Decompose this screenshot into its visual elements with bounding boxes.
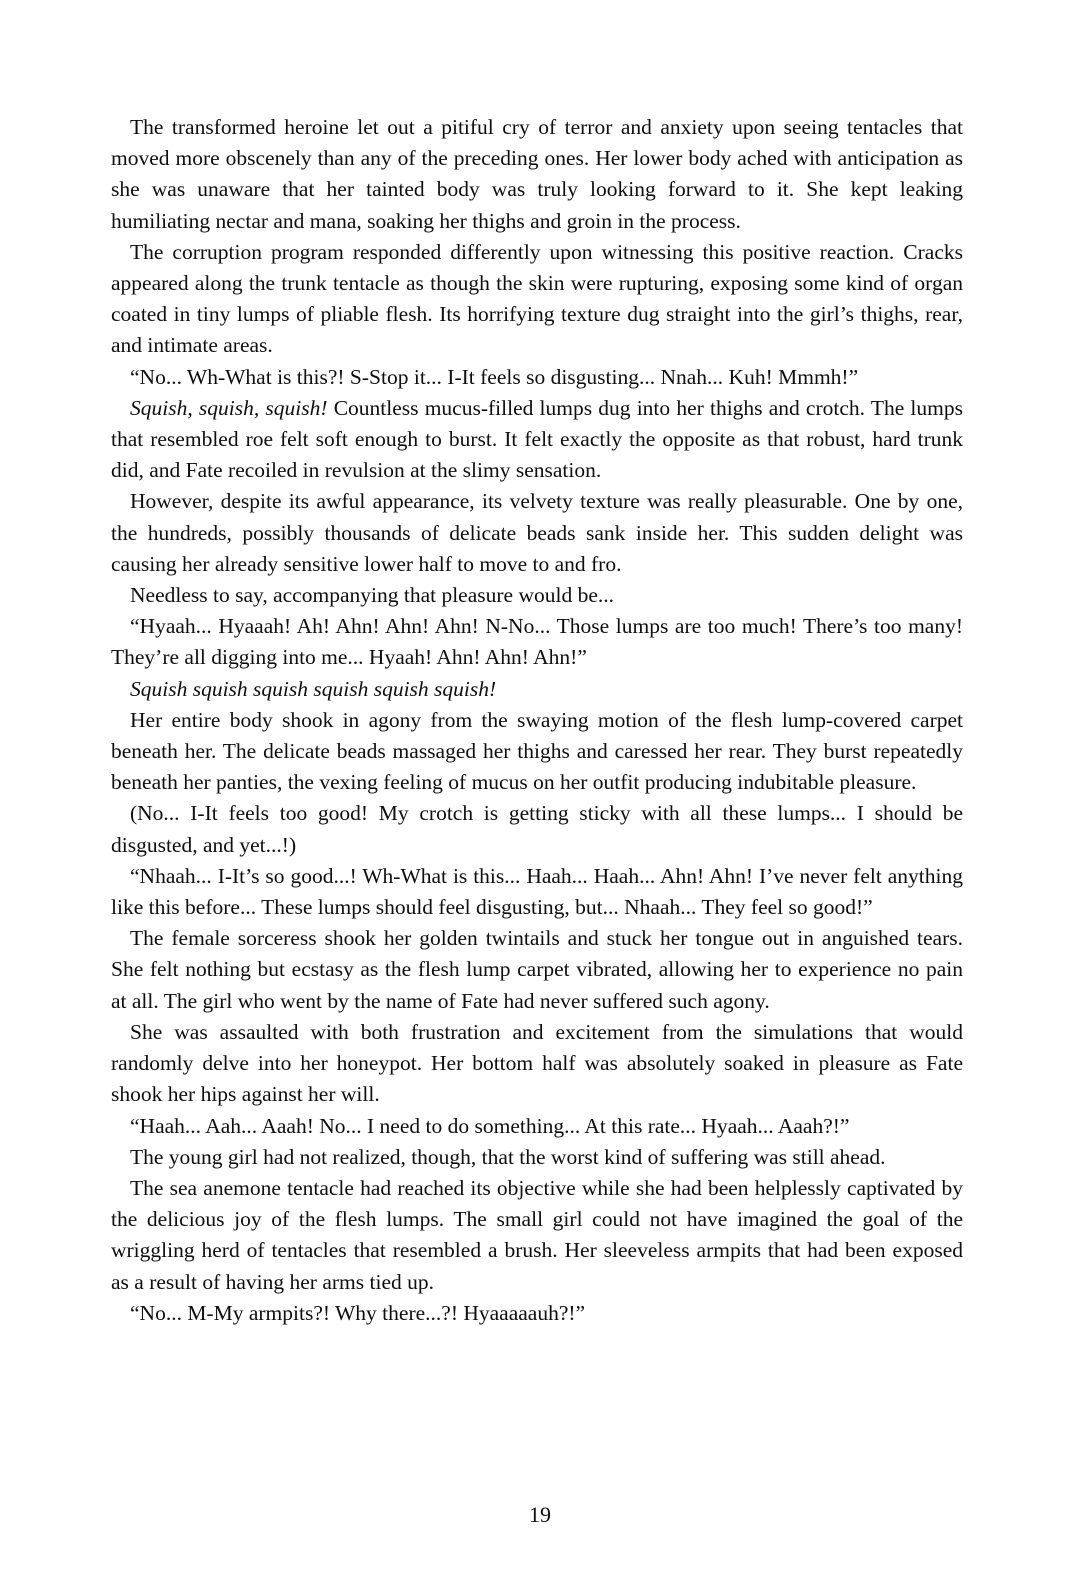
paragraph xyxy=(111,611,963,673)
text-segment: The corruption program responded differently upon witnessing this positive reaction. Cracks appeared along the trunk tentacle as though the skin were rupturing, exposing some kind of organ coated in tiny lumps of pliable flesh. Its horrifying texture dug straight into the girl’s thighs, rear, and intimate areas. xyxy=(111,239,963,358)
paragraph xyxy=(111,580,963,611)
paragraph xyxy=(111,923,963,1017)
text-segment: However, despite its awful appearance, its velvety texture was really pleasurable. One by one, the hundreds, possibly thousands of delicate beads sank inside her. This sudden delight was causing her already sensitive lower half to move to and fro. xyxy=(111,489,963,576)
body-text xyxy=(111,112,963,1329)
paragraph xyxy=(111,237,963,362)
text-segment: The sea anemone tentacle had reached its objective while she had been helplessly captivated by the delicious joy of the flesh lumps. The small girl could not have imagined the goal of the wriggling herd of tentacles that resembled a brush. Her sleeveless armpits that had been exposed as a result of having her arms tied up. xyxy=(111,1175,963,1294)
paragraph xyxy=(111,1298,963,1329)
text-segment: “No... Wh-What is this?! S-Stop it... I-It feels so disgusting... Nnah... Kuh! Mmmh!” xyxy=(130,364,859,389)
text-segment: The female sorceress shook her golden twintails and stuck her tongue out in anguished tears. She felt nothing but ecstasy as the flesh lump carpet vibrated, allowing her to experience no pain at all. The girl who went by the name of Fate had never suffered such agony. xyxy=(111,926,963,1013)
text-segment: “Haah... Aah... Aaah! No... I need to do something... At this rate... Hyaah... Aaah?!” xyxy=(130,1113,850,1138)
text-segment: Her entire body shook in agony from the swaying motion of the flesh lump-covered carpet beneath her. The delicate beads massaged her thighs and caressed her rear. They burst repeatedly beneath her panties, the vexing feeling of mucus on her outfit producing indubitable pleasure. xyxy=(111,707,963,795)
paragraph xyxy=(111,705,963,799)
paragraph xyxy=(111,861,963,923)
italic-text-segment: Squish, squish, squish! xyxy=(130,395,334,420)
text-segment: She was assaulted with both frustration and excitement from the simulations that would randomly delve into her honeypot. Her bottom half was absolutely soaked in pleasure as Fate shook her hips against her will. xyxy=(111,1019,963,1107)
paragraph xyxy=(111,393,963,487)
paragraph xyxy=(111,1111,963,1142)
paragraph xyxy=(111,1017,963,1111)
paragraph xyxy=(111,674,963,705)
text-segment: The transformed heroine let out a pitiful cry of terror and anxiety upon seeing tentacles that moved more obscenely than any of the preceding ones. Her lower body ached with anticipation as she was unaware that her tainted body was truly looking forward to it. She kept leaking humiliating nectar and mana, soaking her thighs and groin in the process. xyxy=(111,115,963,233)
italic-text-segment: Squish squish squish squish squish squish! xyxy=(130,676,497,701)
text-segment: The young girl had not realized, though, that the worst kind of suffering was still ahead. xyxy=(130,1144,886,1169)
text-segment: “Nhaah... I-It’s so good...! Wh-What is this... Haah... Haah... Ahn! Ahn! I’ve never felt anything like this before... These lumps should feel disgusting, but... Nhaah... They feel so good!” xyxy=(111,863,963,920)
paragraph xyxy=(111,1142,963,1173)
paragraph xyxy=(111,1173,963,1298)
text-segment: Needless to say, accompanying that pleasure would be... xyxy=(130,583,615,608)
page-number: 19 xyxy=(529,1502,551,1527)
paragraph xyxy=(111,486,963,580)
text-segment: “Hyaah... Hyaaah! Ah! Ahn! Ahn! Ahn! N-No... Those lumps are too much! There’s too many! They’re all digging into me... Hyaah! Ahn! Ahn! Ahn!” xyxy=(111,614,963,670)
text-segment: “No... M-My armpits?! Why there...?! Hyaaaaauh?!” xyxy=(130,1300,586,1325)
text-segment: Countless mucus-filled lumps dug into her thighs and crotch. The lumps that resembled roe felt soft enough to burst. It felt exactly the opposite as that robust, hard trunk did, and Fate recoiled in revulsion at the slimy sensation. xyxy=(111,395,963,483)
paragraph xyxy=(111,798,963,860)
paragraph xyxy=(111,112,963,237)
text-segment: (No... I-It feels too good! My crotch is getting sticky with all these lumps... I should be disgusted, and yet...!) xyxy=(111,801,963,857)
paragraph xyxy=(111,362,963,393)
